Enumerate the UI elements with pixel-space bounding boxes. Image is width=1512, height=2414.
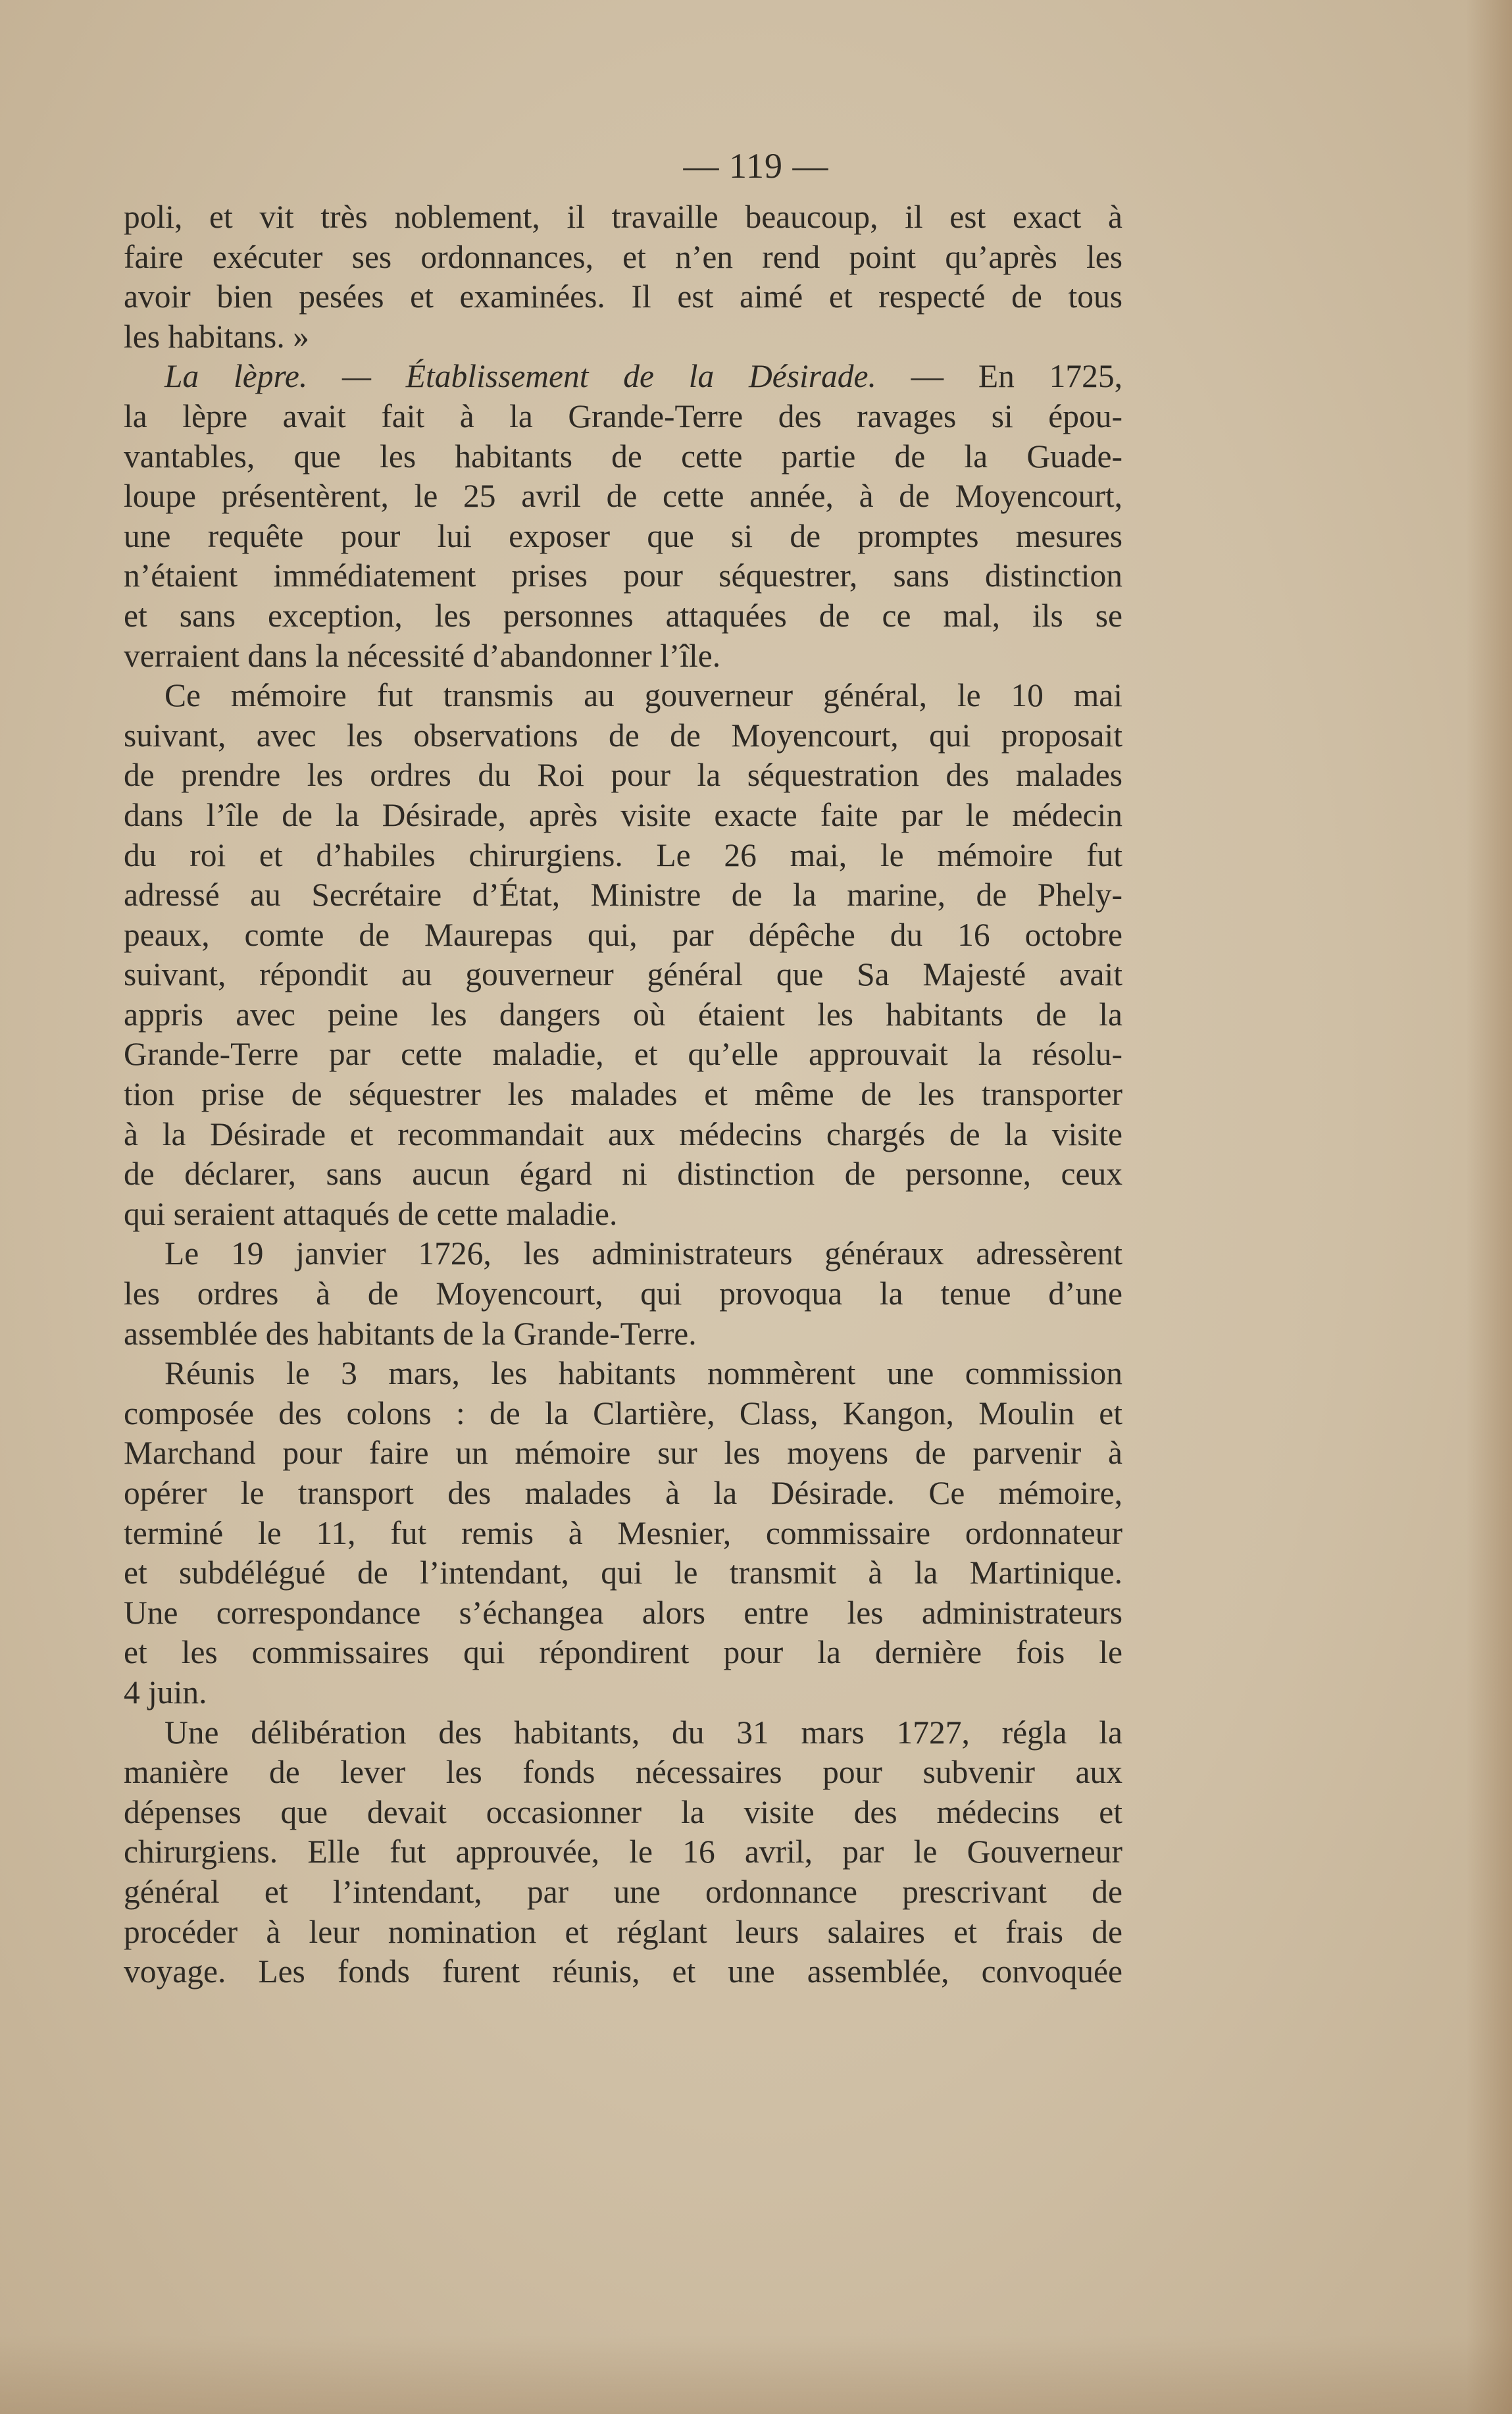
text-line: les habitans. » [124, 318, 309, 355]
text-line: une requête pour lui exposer que si de promptes mesures [124, 517, 1122, 554]
text-line: de déclarer, sans aucun égard ni distinction de personne, ceux [124, 1156, 1122, 1193]
section-heading-italic: La lèpre. — Établissement de la Désirade. [164, 358, 876, 395]
text-line: procéder à leur nomination et réglant leurs salaires et frais de [124, 1913, 1122, 1950]
text-line: et les commissaires qui répondirent pour la dernière fois le [124, 1634, 1122, 1671]
text-line: avoir bien pesées et examinées. Il est aimé et respecté de tous [124, 278, 1122, 315]
text-line: à la Désirade et recommandait aux médecins chargés de la visite [124, 1116, 1122, 1152]
text-line: faire exécuter ses ordonnances, et n’en rend point qu’après les [124, 238, 1122, 275]
text-line: appris avec peine les dangers où étaient les habitants de la [124, 996, 1122, 1033]
text-line: général et l’intendant, par une ordonnance prescrivant de [124, 1873, 1122, 1910]
text-line: manière de lever les fonds nécessaires pour subvenir aux [124, 1754, 1122, 1791]
text-line [124, 357, 1122, 397]
text-line: tion prise de séquestrer les malades et même de les transporter [124, 1076, 1122, 1113]
text-line: opérer le transport des malades à la Désirade. Ce mémoire, [124, 1475, 1122, 1511]
text-line: Ce mémoire fut transmis au gouverneur général, le 10 mai [164, 677, 1122, 714]
text-line: chirurgiens. Elle fut approuvée, le 16 avril, par le Gouverneur [124, 1834, 1122, 1870]
text-line: qui seraient attaqués de cette maladie. [124, 1195, 618, 1232]
text-line: 4 juin. [124, 1674, 207, 1710]
text-line: assemblée des habitants de la Grande-Terre. [124, 1315, 697, 1352]
text-line: et subdélégué de l’intendant, qui le transmit à la Martinique. [124, 1554, 1122, 1591]
text-line: la lèpre avait fait à la Grande-Terre des ravages si épou- [124, 398, 1122, 434]
text-line: et sans exception, les personnes attaquées de ce mal, ils se [124, 597, 1122, 634]
text-line: Grande-Terre par cette maladie, et qu’elle approuvait la résolu- [124, 1036, 1122, 1073]
text-line: de prendre les ordres du Roi pour la séquestration des malades [124, 757, 1122, 794]
text-line: Le 19 janvier 1726, les administrateurs généraux adressèrent [164, 1235, 1122, 1272]
page-edge-shadow-right [1466, 0, 1512, 2414]
text-line: les ordres à de Moyencourt, qui provoqua la tenue d’une [124, 1275, 1122, 1312]
text-line: vantables, que les habitants de cette partie de la Guade- [124, 438, 1122, 475]
text-line: loupe présentèrent, le 25 avril de cette année, à de Moyencourt, [124, 478, 1122, 515]
body-text [124, 197, 1122, 1992]
text-line: adressé au Secrétaire d’État, Ministre de la marine, de Phely- [124, 877, 1122, 913]
text-line: n’étaient immédiatement prises pour séquestrer, sans distinction [124, 557, 1122, 594]
text-segment: — En 1725, [876, 358, 1122, 395]
text-line: Réunis le 3 mars, les habitants nommèrent une commission [164, 1355, 1122, 1392]
text-line: Marchand pour faire un mémoire sur les moyens de parvenir à [124, 1435, 1122, 1472]
text-line: peaux, comte de Maurepas qui, par dépêche du 16 octobre [124, 916, 1122, 953]
text-line: Une délibération des habitants, du 31 mars 1727, régla la [164, 1714, 1122, 1751]
text-line: poli, et vit très noblement, il travaille beaucoup, il est exact à [124, 199, 1122, 235]
text-line: suivant, avec les observations de de Moyencourt, qui proposait [124, 717, 1122, 754]
text-line: voyage. Les fonds furent réunis, et une assemblée, convoquée [124, 1953, 1122, 1990]
page-number-header: — 119 — [683, 146, 829, 186]
text-line: suivant, répondit au gouverneur général que Sa Majesté avait [124, 956, 1122, 993]
text-line: verraient dans la nécessité d’abandonner l’île. [124, 637, 721, 674]
page-edge-shadow-bottom [0, 2335, 1512, 2414]
text-line: Une correspondance s’échangea alors entre les administrateurs [124, 1594, 1122, 1631]
text-line: dans l’île de la Désirade, après visite exacte faite par le médecin [124, 796, 1122, 833]
text-line: terminé le 11, fut remis à Mesnier, commissaire ordonnateur [124, 1514, 1122, 1551]
text-line: dépenses que devait occasionner la visite des médecins et [124, 1793, 1122, 1830]
text-line: composée des colons : de la Clartière, Class, Kangon, Moulin et [124, 1395, 1122, 1431]
text-line: du roi et d’habiles chirurgiens. Le 26 mai, le mémoire fut [124, 836, 1122, 873]
